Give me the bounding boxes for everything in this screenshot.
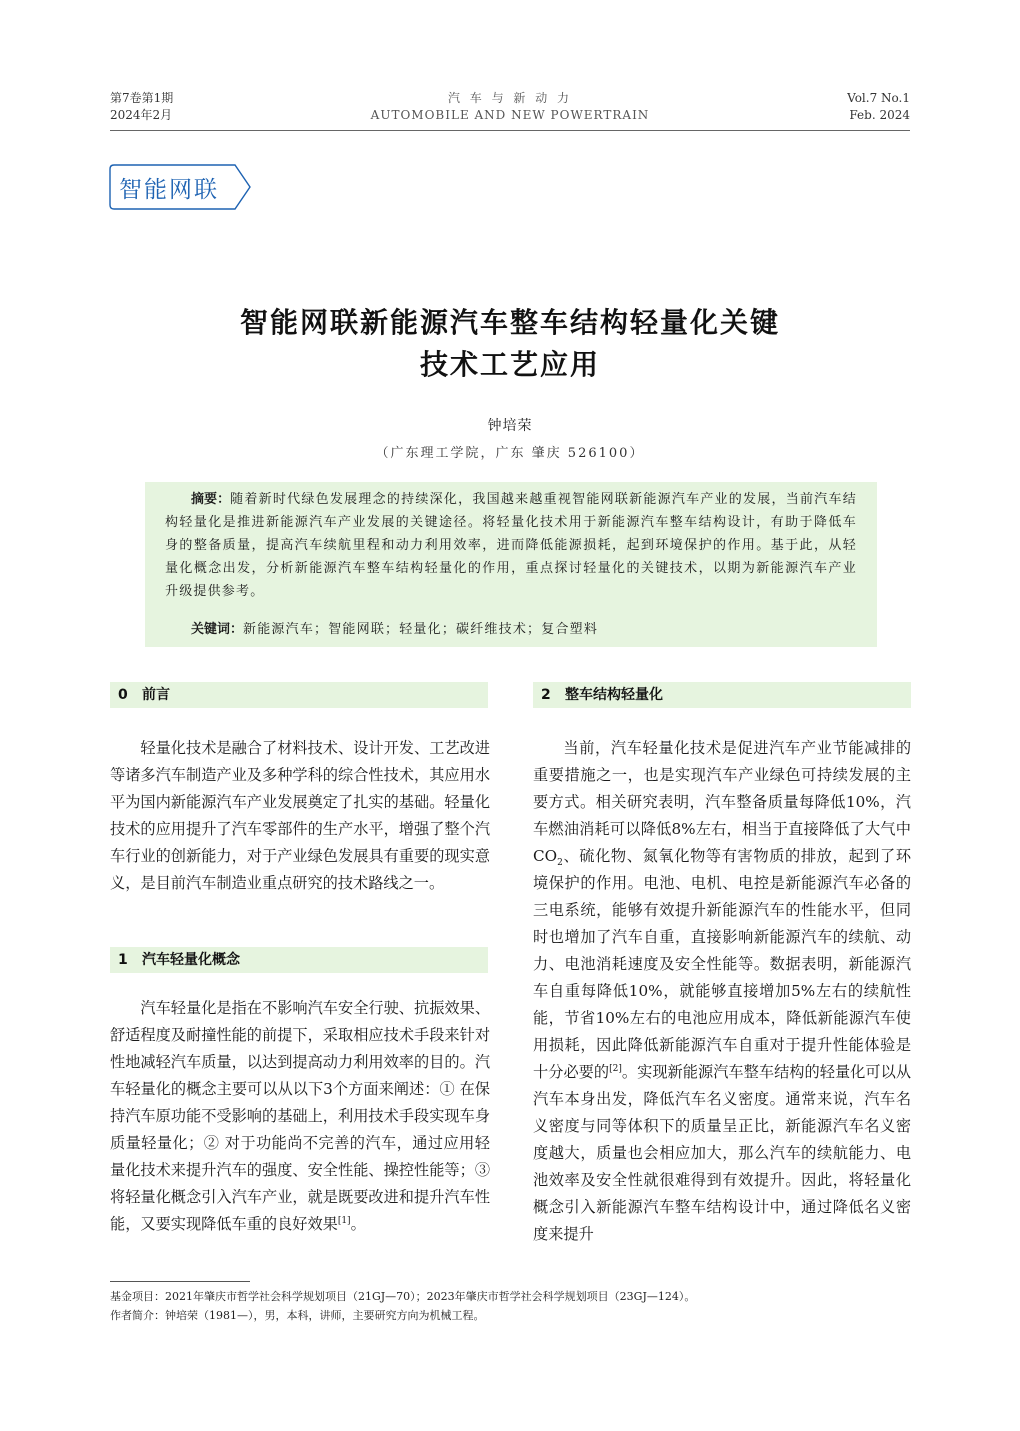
abstract-box xyxy=(145,482,877,647)
journal-issue-en xyxy=(847,90,910,124)
footnote-author-bio: 作者简介：钟培荣（1981—），男，本科，讲师，主要研究方向为机械工程。 xyxy=(110,1309,485,1322)
section-2-text-c: 。实现新能源汽车整车结构的轻量化可以从汽车本身出发，降低汽车名义密度。通常来说，汽车名义密度与同等体积下的质量呈正比，新能源汽车名义密度越大，质量也会相应加大，那么汽车的续航能力、电池效率及安全性就很难得到有效提升。因此，将轻量化概念引入新能源汽车整车结构设计中，通过降低名义密度来提升 xyxy=(533,1063,911,1243)
section-heading-0 xyxy=(110,682,488,708)
section-1-text: 汽车轻量化是指在不影响汽车安全行驶、抗振效果、舒适程度及耐撞性能的前提下，采取相应技术手段来针对性地减轻汽车质量，以达到提高动力利用效率的目的。汽车轻量化的概念主要可以从以下3个方面来阐述：① 在保持汽车原功能不受影响的基础上，利用技术手段实现车身质量轻量化；② 对于功能尚不完善的汽车，通过应用轻量化技术来提升汽车的强度、安全性能、操控性能等；③ 将轻量化概念引入汽车产业，就是既要改进和提升汽车性能，又要实现降低车重的良好效果 xyxy=(110,999,490,1233)
journal-name xyxy=(310,90,710,124)
section-title: 汽车轻量化概念 xyxy=(142,952,240,968)
section-tag xyxy=(107,163,257,211)
paper-title xyxy=(110,302,910,386)
issue-volume-en: Vol.7 No.1 xyxy=(847,91,910,105)
issue-date-en: Feb. 2024 xyxy=(849,108,910,122)
author: 钟培荣 xyxy=(487,418,533,434)
section-heading-1 xyxy=(110,947,488,973)
abstract-text: 随着新时代绿色发展理念的持续深化，我国越来越重视智能网联新能源汽车产业的发展，当前汽车结构轻量化是推进新能源汽车产业发展的关键途径。将轻量化技术用于新能源汽车整车结构设计，有助于降低车身的整备质量，提高汽车续航里程和动力利用效率，进而降低能源损耗，起到环境保护的作用。基于此，从轻量化概念出发，分析新能源汽车整车结构轻量化的作用，重点探讨轻量化的关键技术，以期为新能源汽车产业升级提供参考。 xyxy=(165,492,857,599)
footnote-funding: 基金项目：2021年肇庆市哲学社会科学规划项目（21GJ—70）；2023年肇庆市哲学社会科学规划项目（23GJ—124）。 xyxy=(110,1290,696,1303)
keywords xyxy=(165,618,857,641)
section-2-paragraph xyxy=(533,735,911,1248)
keywords-label: 关键词： xyxy=(191,622,244,637)
section-number: 1 xyxy=(118,952,128,968)
abstract xyxy=(165,488,857,603)
section-0-paragraph: 轻量化技术是融合了材料技术、设计开发、工艺改进等诸多汽车制造产业及多种学科的综合性技术，其应用水平为国内新能源汽车产业发展奠定了扎实的基础。轻量化技术的应用提升了汽车零部件的生产水平，增强了整个汽车行业的创新能力，对于产业绿色发展具有重要的现实意义，是目前汽车制造业重点研究的技术路线之一。 xyxy=(110,739,490,892)
affiliation: （广东理工学院，广东 肇庆 526100） xyxy=(375,446,645,461)
journal-issue xyxy=(110,90,173,124)
paper-title-line-1: 智能网联新能源汽车整车结构轻量化关键 xyxy=(239,306,780,339)
section-title: 前言 xyxy=(142,687,170,703)
journal-name-en: AUTOMOBILE AND NEW POWERTRAIN xyxy=(370,108,650,122)
paper-title-line-2: 技术工艺应用 xyxy=(419,348,600,381)
section-1-end: 。 xyxy=(350,1215,366,1233)
section-number: 2 xyxy=(541,687,551,703)
footnote-rule xyxy=(110,1281,250,1282)
section-2-text-a: 当前，汽车轻量化技术是促进汽车产业节能减排的重要措施之一，也是实现汽车产业绿色可持续发展的主要方式。相关研究表明，汽车整备质量每降低10%，汽车燃油消耗可以降低8%左右，相当于直接降低了大气中CO xyxy=(533,739,911,865)
section-2-text-b: 、硫化物、氮氧化物等有害物质的排放，起到了环境保护的作用。电池、电机、电控是新能源汽车必备的三电系统，能够有效提升新能源汽车的性能水平，但同时也增加了汽车自重，直接影响新能源汽车的续航、动力、电池消耗速度及安全性能等。数据表明，新能源汽车自重每降低10%，就能够直接增加5%左右的续航性能，节省10%左右的电池应用成本，降低新能源汽车使用损耗，因此降低新能源汽车自重对于提升性能体验是十分必要的 xyxy=(533,847,911,1081)
section-tag-label: 智能网联 xyxy=(119,177,219,203)
issue-date: 2024年2月 xyxy=(110,108,173,122)
section-1-paragraph xyxy=(110,995,490,1238)
header-rule xyxy=(110,130,910,131)
co2-subscript: 2 xyxy=(557,858,563,869)
section-number: 0 xyxy=(118,687,128,703)
journal-name-cn: 汽 车 与 新 动 力 xyxy=(447,91,573,105)
issue-volume: 第7卷第1期 xyxy=(110,91,174,105)
section-title: 整车结构轻量化 xyxy=(565,687,663,703)
keywords-text: 新能源汽车；智能网联；轻量化；碳纤维技术；复合塑料 xyxy=(243,622,599,637)
citation-2: [2] xyxy=(609,1063,622,1074)
section-heading-2 xyxy=(533,682,911,708)
citation-1: [1] xyxy=(337,1215,351,1226)
abstract-label: 摘要： xyxy=(191,492,231,507)
